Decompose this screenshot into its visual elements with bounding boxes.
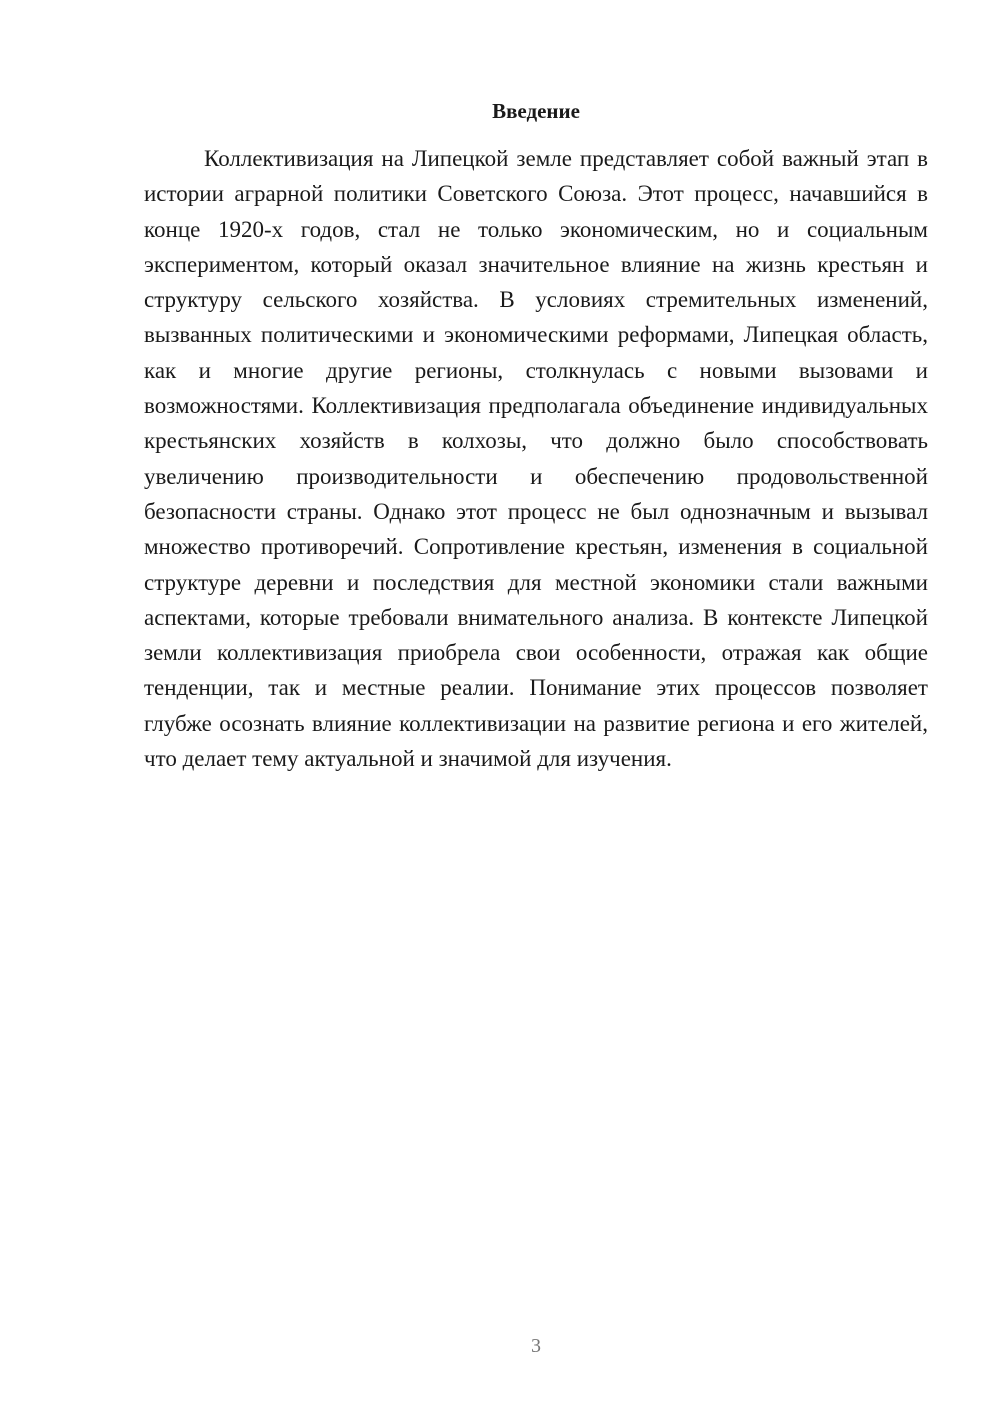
body-paragraph: Коллективизация на Липецкой земле представляет собой важный этап в истории аграрной политики Советского Союза. Этот процесс, начавшийся в конце 1920-х годов, стал не только экономическим, но и социальным экспериментом, который оказал значительное влияние на жизнь крестьян и структуру сельского хозяйства. В условиях стремительных изменений, вызванных политическими и экономическими реформами, Липецкая область, как и многие другие регионы, столкнулась с новыми вызовами и возможностями. Коллективизация предполагала объединение индивидуальных крестьянских хозяйств в колхозы, что должно было способствовать увеличению производительности и обеспечению продовольственной безопасности страны. Однако этот процесс не был однозначным и вызывал множество противоречий. Сопротивление крестьян, изменения в социальной структуре деревни и последствия для местной экономики стали важными аспектами, которые требовали внимательного анализа. В контексте Липецкой земли коллективизация приобрела свои особенности, отражая как общие тенденции, так и местные реалии. Понимание этих процессов позволяет глубже осознать влияние коллективизации на развитие региона и его жителей, что делает тему актуальной и значимой для изучения. <box>144 146 928 772</box>
page-number: 3 <box>531 1335 541 1357</box>
section-heading: Введение <box>492 99 580 123</box>
